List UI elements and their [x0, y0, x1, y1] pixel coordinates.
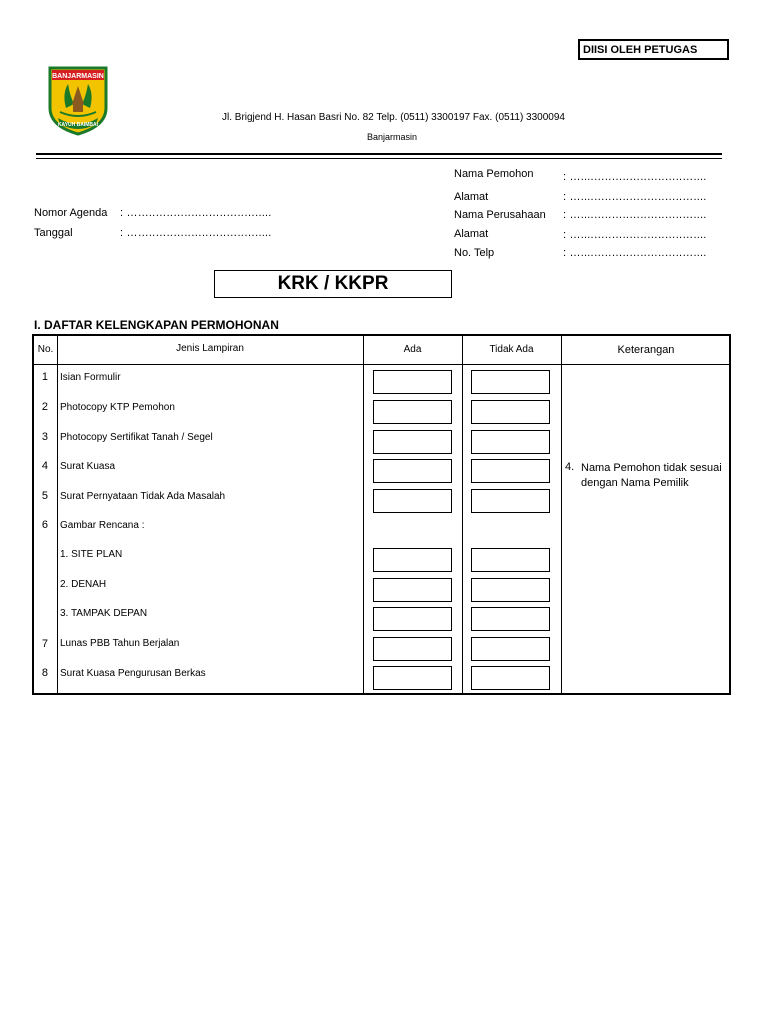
row-no: 7: [41, 638, 48, 650]
header-divider-thick: [36, 153, 722, 155]
item-photocopy-sertifikat: Photocopy Sertifikat Tanah / Segel: [60, 432, 213, 443]
ada-checkbox[interactable]: [373, 637, 452, 661]
row-no: 2: [41, 401, 48, 413]
tanggal-label: Tanggal: [34, 227, 73, 239]
item-tampak-depan: 3. TAMPAK DEPAN: [60, 608, 148, 619]
logo-bottom-text: KAYUH BAIMBAI: [57, 122, 99, 128]
item-lunas-pbb: Lunas PBB Tahun Berjalan: [60, 638, 180, 649]
tidak-ada-checkbox[interactable]: [471, 637, 550, 661]
tidak-ada-checkbox[interactable]: [471, 548, 550, 572]
ada-checkbox[interactable]: [373, 548, 452, 572]
row-no: 3: [41, 431, 48, 443]
col-header-ada: Ada: [403, 344, 422, 355]
form-title: KRK / KKPR: [214, 270, 452, 298]
row-no: 6: [41, 519, 48, 531]
item-site-plan: 1. SITE PLAN: [60, 549, 123, 560]
banjarmasin-seal-logo: [46, 64, 110, 136]
no-telp-value: : …....…..…..…..…..…..…....: [563, 247, 707, 259]
item-isian-formulir: Isian Formulir: [60, 372, 121, 383]
petugas-label: DIISI OLEH PETUGAS: [578, 39, 729, 60]
ada-checkbox[interactable]: [373, 430, 452, 454]
ada-checkbox[interactable]: [373, 607, 452, 631]
row-no: 5: [41, 490, 48, 502]
header-divider-thin: [36, 158, 722, 159]
row-no: 1: [41, 371, 48, 383]
tidak-ada-checkbox[interactable]: [471, 459, 550, 483]
item-surat-kuasa-pengurusan: Surat Kuasa Pengurusan Berkas: [60, 668, 206, 679]
nomor-agenda-label: Nomor Agenda: [34, 207, 108, 219]
nama-pemohon-label: Nama Pemohon: [454, 168, 534, 180]
ada-checkbox[interactable]: [373, 400, 452, 424]
nama-perusahaan-label: Nama Perusahaan: [454, 209, 546, 221]
col-header-tidak-ada: Tidak Ada: [489, 344, 534, 355]
header-address: Jl. Brigjend H. Hasan Basri No. 82 Telp. (0511) 3300197 Fax. (0511) 3300094: [222, 112, 565, 123]
keterangan-number: 4.: [565, 461, 575, 473]
tidak-ada-checkbox[interactable]: [471, 607, 550, 631]
col-header-no: No.: [37, 344, 54, 355]
item-photocopy-ktp: Photocopy KTP Pemohon: [60, 402, 175, 413]
nama-perusahaan-value: : …....…..…..…..…..…..…....: [563, 209, 707, 221]
tidak-ada-checkbox[interactable]: [471, 489, 550, 513]
tidak-ada-checkbox[interactable]: [471, 578, 550, 602]
item-surat-kuasa: Surat Kuasa: [60, 461, 116, 472]
item-gambar-rencana: Gambar Rencana :: [60, 520, 145, 531]
ada-checkbox[interactable]: [373, 459, 452, 483]
tidak-ada-checkbox[interactable]: [471, 430, 550, 454]
ada-checkbox[interactable]: [373, 578, 452, 602]
tanggal-value: : ……..…..…..…..…..…..….....: [120, 227, 272, 239]
row-no: 8: [41, 667, 48, 679]
no-telp-label: No. Telp: [454, 247, 495, 259]
nomor-agenda-value: : ……..…..…..…..…..…..….....: [120, 207, 272, 219]
nama-pemohon-value: : …....…..…..…..…..…..…....: [563, 171, 707, 183]
alamat-perusahaan-value: : …....…..…..…..…..…..…....: [563, 229, 707, 241]
col-header-keterangan: Keterangan: [617, 344, 675, 356]
tidak-ada-checkbox[interactable]: [471, 400, 550, 424]
checklist-table: [32, 334, 731, 695]
ada-checkbox[interactable]: [373, 370, 452, 394]
item-denah: 2. DENAH: [60, 579, 107, 590]
alamat-label: Alamat: [454, 191, 489, 203]
keterangan-text: Nama Pemohon tidak sesuai dengan Nama Pemilik: [581, 462, 722, 489]
ada-checkbox[interactable]: [373, 489, 452, 513]
section-title: I. DAFTAR KELENGKAPAN PERMOHONAN: [34, 318, 279, 332]
col-header-jenis: Jenis Lampiran: [176, 343, 244, 354]
logo-top-text: BANJARMASIN: [52, 73, 104, 80]
item-surat-pernyataan: Surat Pernyataan Tidak Ada Masalah: [60, 491, 226, 502]
alamat-perusahaan-label: Alamat: [454, 228, 489, 240]
ada-checkbox[interactable]: [373, 666, 452, 690]
row-no: 4: [41, 460, 48, 472]
alamat-value: : …....…..…..…..…..…..…....: [563, 191, 707, 203]
header-city: Banjarmasin: [367, 132, 418, 142]
tidak-ada-checkbox[interactable]: [471, 666, 550, 690]
tidak-ada-checkbox[interactable]: [471, 370, 550, 394]
